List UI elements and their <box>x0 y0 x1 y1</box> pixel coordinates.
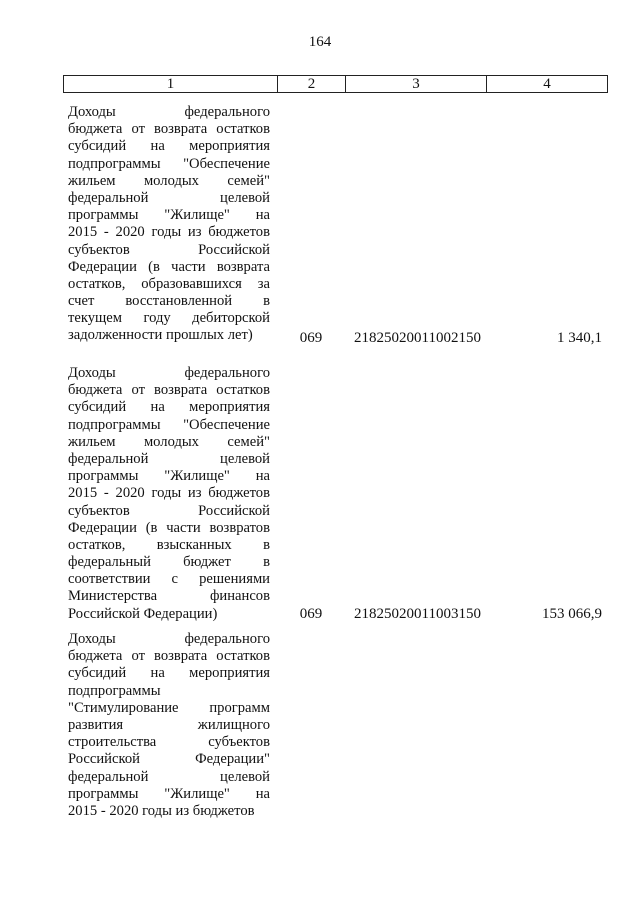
description-line: Министерства финансов <box>68 588 270 605</box>
column-header-1: 1 <box>64 76 278 93</box>
description-line: развития жилищного <box>68 716 270 733</box>
column-header-3: 3 <box>346 76 487 93</box>
description-line: подпрограммы "Обеспечение <box>68 416 270 433</box>
description-line: субсидий на мероприятия <box>68 665 270 682</box>
column-header-row <box>64 76 608 93</box>
description-line: счет восстановленной в <box>68 293 270 310</box>
description-line: подпрограммы "Обеспечение <box>68 155 270 172</box>
description-line: Доходы федерального <box>68 631 270 647</box>
description-line: жильем молодых семей" <box>68 172 270 189</box>
description-line: субсидий на мероприятия <box>68 399 270 416</box>
description-line: жильем молодых семей" <box>68 433 270 450</box>
description-line: 2015 - 2020 годы из бюджетов <box>68 802 255 819</box>
description-line: федеральной целевой <box>68 450 270 467</box>
row-description <box>68 365 270 623</box>
description-line: федеральный бюджет в <box>68 554 270 571</box>
amount: 153 066,9 <box>542 606 602 622</box>
description-line: "Стимулирование программ <box>68 699 270 716</box>
description-line: программы "Жилище" на <box>68 207 270 224</box>
description-line: задолженности прошлых лет) <box>68 327 253 344</box>
description-line: текущем году дебиторской <box>68 310 270 327</box>
description-line: Российской Федерации) <box>68 605 218 622</box>
description-line: субъектов Российской <box>68 241 270 258</box>
description-line: остатков, взысканных в <box>68 536 270 553</box>
description-line: субъектов Российской <box>68 502 270 519</box>
description-line: 2015 - 2020 годы из бюджетов <box>68 224 270 241</box>
page-number: 164 <box>308 34 332 50</box>
column-header-4: 4 <box>487 76 608 93</box>
description-line: Федерации (в части возвратов <box>68 519 270 536</box>
column-header-table <box>63 75 608 93</box>
row-description <box>68 631 270 820</box>
description-line: программы "Жилище" на <box>68 468 270 485</box>
description-line: бюджета от возврата остатков <box>68 382 270 399</box>
description-line: Федерации (в части возврата <box>68 258 270 275</box>
column-header-2: 2 <box>278 76 346 93</box>
description-line: остатков, образовавшихся за <box>68 275 270 292</box>
admin-code: 069 <box>299 330 323 346</box>
description-line: субсидий на мероприятия <box>68 138 270 155</box>
description-line: подпрограммы <box>68 682 161 699</box>
admin-code: 069 <box>299 606 323 622</box>
description-line: строительства субъектов <box>68 734 270 751</box>
kbk-code: 21825020011002150 <box>354 330 481 346</box>
kbk-code: 21825020011003150 <box>354 606 481 622</box>
amount: 1 340,1 <box>557 330 602 346</box>
description-line: бюджета от возврата остатков <box>68 648 270 665</box>
description-line: федеральной целевой <box>68 189 270 206</box>
description-line: 2015 - 2020 годы из бюджетов <box>68 485 270 502</box>
description-line: федеральной целевой <box>68 768 270 785</box>
description-line: бюджета от возврата остатков <box>68 121 270 138</box>
row-description <box>68 104 270 345</box>
description-line: Доходы федерального <box>68 365 270 381</box>
description-line: соответствии с решениями <box>68 571 270 588</box>
description-line: программы "Жилище" на <box>68 785 270 802</box>
description-line: Российской Федерации" <box>68 751 270 768</box>
description-line: Доходы федерального <box>68 104 270 120</box>
